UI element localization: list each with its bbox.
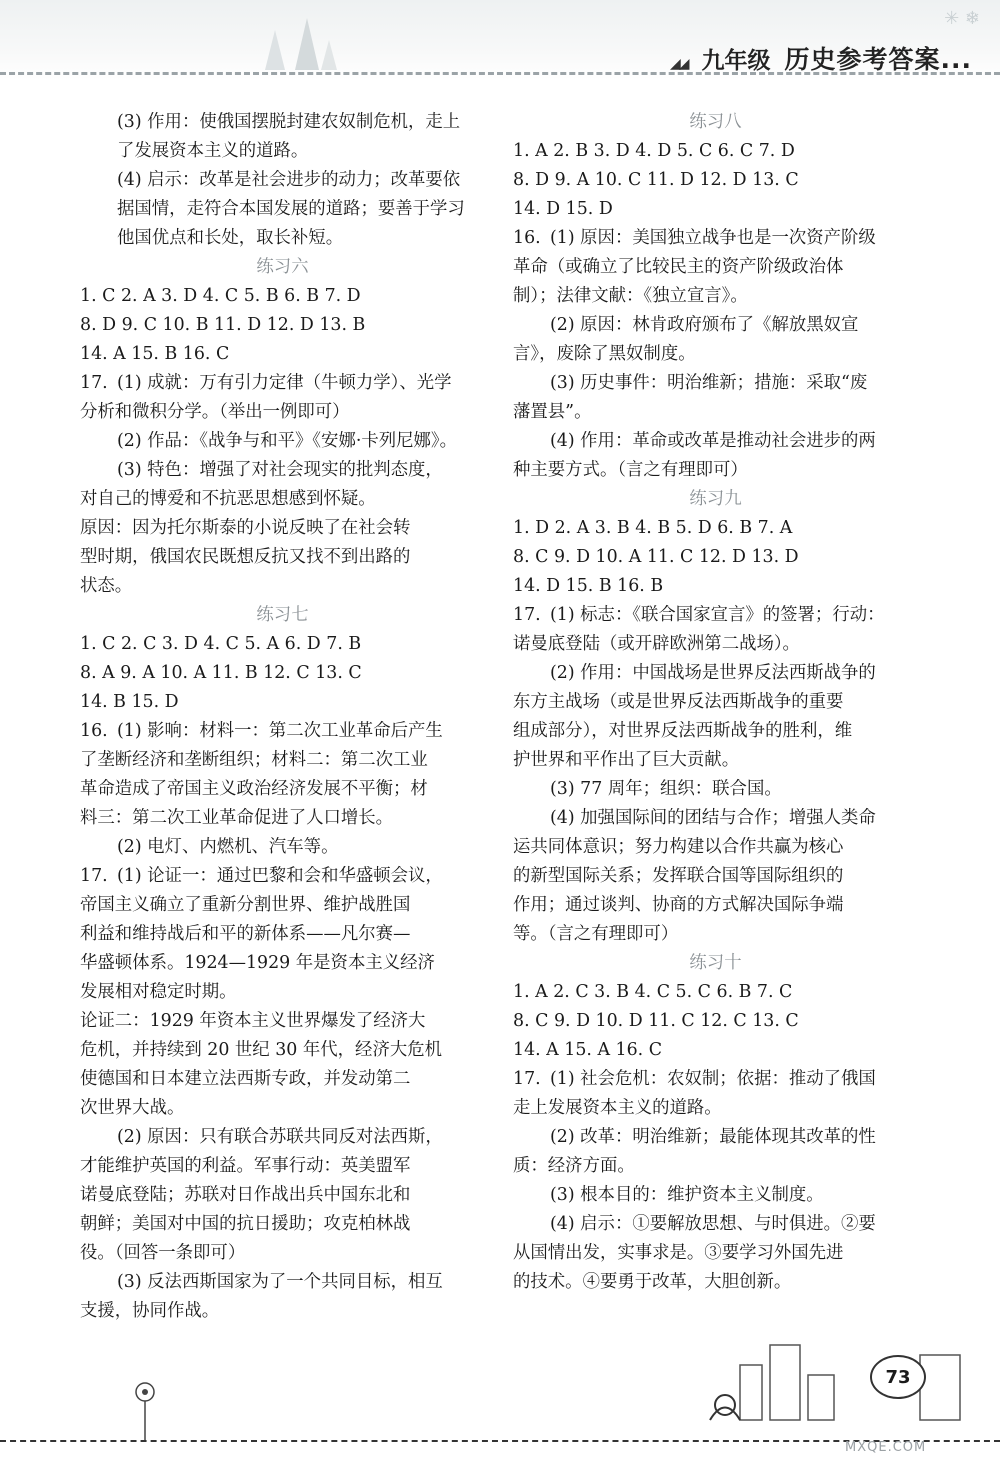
text-line: 东方主战场（或是世界反法西斯战争的重要: [513, 692, 844, 712]
text-line: 料三：第二次工业革命促进了人口增长。: [80, 808, 394, 828]
text-line: 从国情出发，实事求是。③要学习外国先进: [513, 1243, 844, 1263]
text-line: 了发展资本主义的道路。: [117, 141, 309, 161]
text-line: 运共同体意识；努力构建以合作共赢为核心: [513, 837, 844, 857]
snowflake-icon: ✳ ❄: [944, 8, 980, 29]
question-item: [513, 1065, 918, 1094]
text-line: 种主要方式。（言之有理即可）: [513, 460, 748, 480]
text-line: 发展相对稳定时期。: [80, 982, 237, 1002]
question-number: 17.: [80, 866, 108, 886]
text-line: (3) 特色：增强了对社会现实的批判态度，: [117, 460, 443, 480]
text-line: 诺曼底登陆（或开辟欧洲第二战场）。: [513, 634, 800, 654]
text-line: 组成部分），对世界反法西斯战争的胜利，维: [513, 721, 853, 741]
text-line: 华盛顿体系。1924—1929 年是资本主义经济: [80, 953, 435, 973]
cartoon-illustration-icon: [700, 1325, 990, 1435]
text-line: 的新型国际关系；发挥联合国等国际组织的: [513, 866, 844, 886]
text-line: 朝鲜；美国对中国的抗日援助；攻克柏林战: [80, 1214, 411, 1234]
question-item: [80, 862, 485, 891]
text-line: (4) 作用：革命或改革是推动社会进步的两: [550, 431, 876, 451]
text-line: (2) 作用：中国战场是世界反法西斯战争的: [550, 663, 876, 683]
text-line: (3) 作用：使俄国摆脱封建农奴制危机，走上: [117, 112, 461, 132]
question-number: 16.: [513, 228, 541, 248]
text-line: (1) 标志：《联合国家宣言》的签署；行动：: [550, 605, 885, 625]
text-line: (4) 启示：①要解放思想、与时俱进。②要: [550, 1214, 876, 1234]
text-line: (2) 电灯、内燃机、汽车等。: [117, 837, 339, 857]
answer-row: 14. D 15. B 16. B: [513, 576, 664, 596]
text-line: 革命造成了帝国主义政治经济发展不平衡；材: [80, 779, 428, 799]
text-line: (3) 77 周年；组织：联合国。: [550, 779, 782, 799]
section-title: 练习八: [689, 112, 742, 132]
question-item: [80, 717, 485, 746]
text-line: 他国优点和长处，取长补短。: [117, 228, 344, 248]
text-line: 革命（或确立了比较民主的资产阶级政治体: [513, 257, 844, 277]
text-line: 走上发展资本主义的道路。: [513, 1098, 722, 1118]
text-line: (3) 根本目的：维护资本主义制度。: [550, 1185, 824, 1205]
question-item: [513, 601, 918, 630]
left-column: [80, 108, 485, 1326]
question-number: 17.: [513, 1069, 541, 1089]
grade-label: 九年级: [701, 48, 771, 74]
text-line: 作用；通过谈判、协商的方式解决国际争端: [513, 895, 844, 915]
text-line: 分析和微积分学。（举出一例即可）: [80, 402, 350, 422]
text-line: 型时期，俄国农民既想反抗又找不到出路的: [80, 547, 411, 567]
text-line: (3) 反法西斯国家为了一个共同目标，相互: [117, 1272, 443, 1292]
question-number: 17.: [80, 373, 108, 393]
text-line: 危机，并持续到 20 世纪 30 年代，经济大危机: [80, 1040, 443, 1060]
text-line: 役。（回答一条即可）: [80, 1243, 246, 1263]
watermark-text: MXQE.COM: [845, 1440, 927, 1455]
text-line: (2) 作品：《战争与和平》《安娜·卡列尼娜》。: [117, 431, 458, 451]
text-line: 等。（言之有理即可）: [513, 924, 679, 944]
text-line: 论证二：1929 年资本主义世界爆发了经济大: [80, 1011, 426, 1031]
text-line: (4) 加强国际间的团结与合作；增强人类命: [550, 808, 876, 828]
text-line: (2) 原因：林肯政府颁布了《解放黑奴宣: [550, 315, 859, 335]
text-line: (2) 改革：明治维新；最能体现其改革的性: [550, 1127, 876, 1147]
text-line: (1) 成就：万有引力定律（牛顿力学）、光学: [117, 373, 452, 393]
text-line: 支援，协同作战。: [80, 1301, 220, 1321]
text-line: (1) 社会危机：农奴制；依据：推动了俄国: [550, 1069, 876, 1089]
text-line: 次世界大战。: [80, 1098, 185, 1118]
section-title: 练习九: [689, 489, 742, 509]
text-line: 状态。: [80, 576, 133, 596]
text-line: 藩置县”。: [513, 402, 592, 422]
section-title: 练习六: [256, 257, 309, 277]
answer-row: 8. C 9. D 10. A 11. C 12. D 13. D: [513, 547, 799, 567]
subject-label: 历史参考答案...: [784, 45, 972, 74]
page-header: [0, 0, 1000, 80]
text-line: (1) 论证一：通过巴黎和会和华盛顿会议，: [117, 866, 443, 886]
answer-row: 14. A 15. A 16. C: [513, 1040, 663, 1060]
text-line: 护世界和平作出了巨大贡献。: [513, 750, 740, 770]
arrow-icon: ◢◢: [669, 56, 688, 72]
answer-row: 1. A 2. C 3. B 4. C 5. C 6. B 7. C: [513, 982, 793, 1002]
page-number: 73: [870, 1355, 926, 1399]
text-line: 言》，废除了黑奴制度。: [513, 344, 696, 364]
answer-row: 8. A 9. A 10. A 11. B 12. C 13. C: [80, 663, 362, 683]
text-line: (4) 启示：改革是社会进步的动力；改革要依: [117, 170, 461, 190]
text-line: 帝国主义确立了重新分割世界、维护战胜国: [80, 895, 411, 915]
text-line: 制）；法律文献：《独立宣言》。: [513, 286, 748, 306]
text-line: (1) 原因：美国独立战争也是一次资产阶级: [550, 228, 876, 248]
answer-row: 14. D 15. D: [513, 199, 613, 219]
answer-row: 8. D 9. C 10. B 11. D 12. D 13. B: [80, 315, 366, 335]
answer-row: 14. A 15. B 16. C: [80, 344, 230, 364]
answer-row: 1. C 2. A 3. D 4. C 5. B 6. B 7. D: [80, 286, 361, 306]
text-line: 了垄断经济和垄断组织；材料二：第二次工业: [80, 750, 428, 770]
answer-row: 1. C 2. C 3. D 4. C 5. A 6. D 7. B: [80, 634, 362, 654]
text-line: 的技术。④要勇于改革，大胆创新。: [513, 1272, 792, 1292]
text-line: (3) 历史事件：明治维新；措施：采取“废: [550, 373, 868, 393]
text-line: 对自己的博爱和不抗恶思想感到怀疑。: [80, 489, 376, 509]
answer-row: 1. A 2. B 3. D 4. D 5. C 6. C 7. D: [513, 141, 795, 161]
flower-icon: [130, 1380, 160, 1440]
section-title: 练习七: [256, 605, 309, 625]
text-line: (2) 原因：只有联合苏联共同反对法西斯，: [117, 1127, 443, 1147]
text-line: 才能维护英国的利益。军事行动：英美盟军: [80, 1156, 411, 1176]
answer-row: 14. B 15. D: [80, 692, 179, 712]
text-line: 利益和维持战后和平的新体系——凡尔赛—: [80, 924, 411, 944]
text-line: (1) 影响：材料一：第二次工业革命后产生: [117, 721, 443, 741]
text-line: 原因：因为托尔斯泰的小说反映了在社会转: [80, 518, 411, 538]
answer-row: 8. C 9. D 10. D 11. C 12. C 13. C: [513, 1011, 799, 1031]
text-line: 使德国和日本建立法西斯专政，并发动第二: [80, 1069, 411, 1089]
text-line: 诺曼底登陆；苏联对日作战出兵中国东北和: [80, 1185, 411, 1205]
question-item: [513, 224, 918, 253]
question-number: 16.: [80, 721, 108, 741]
question-item: [80, 369, 485, 398]
answer-row: 8. D 9. A 10. C 11. D 12. D 13. C: [513, 170, 799, 190]
answer-row: 1. D 2. A 3. B 4. B 5. D 6. B 7. A: [513, 518, 793, 538]
text-line: 据国情，走符合本国发展的道路；要善于学习: [117, 199, 465, 219]
question-number: 17.: [513, 605, 541, 625]
tree-icon: [255, 10, 345, 70]
right-column: [513, 108, 918, 1297]
header-title: [670, 40, 972, 76]
text-line: 质：经济方面。: [513, 1156, 635, 1176]
section-title: 练习十: [689, 953, 742, 973]
